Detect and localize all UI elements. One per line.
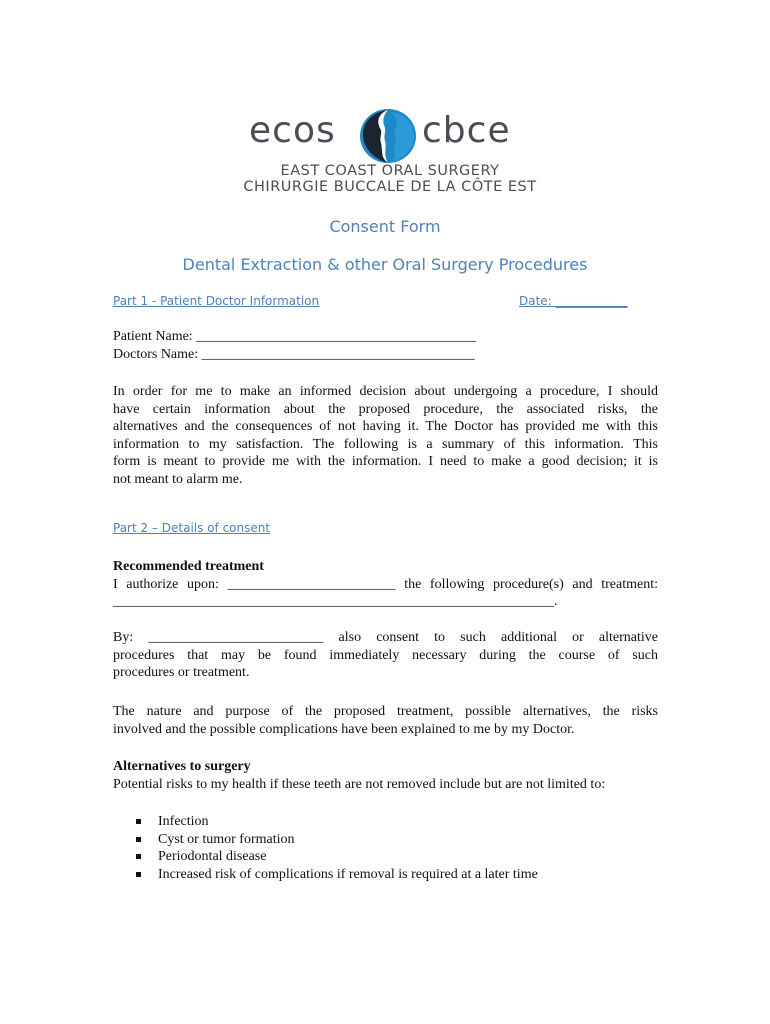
by-field[interactable]: By: _________________________ also consent to such additional or alternative bbox=[113, 630, 658, 645]
recommended-treatment-heading: Recommended treatment bbox=[113, 559, 264, 574]
by-line: procedures or treatment. bbox=[113, 665, 250, 680]
intro-line: have certain information about the proposed procedure, the associated risks, the bbox=[113, 401, 658, 417]
by-paragraph bbox=[113, 629, 658, 682]
nature-line: involved and the possible complications have been explained to me by my Doctor. bbox=[113, 721, 575, 737]
by-line: procedures that may be found immediately necessary during the course of such bbox=[113, 647, 658, 663]
authorize-field[interactable]: I authorize upon: ________________________ the following procedure(s) and treatment: bbox=[113, 576, 658, 592]
intro-line: not meant to alarm me. bbox=[113, 471, 243, 487]
list-item bbox=[113, 813, 538, 831]
square-bullet-icon bbox=[136, 872, 141, 877]
square-bullet-icon bbox=[136, 854, 141, 859]
nature-paragraph bbox=[113, 703, 658, 738]
list-item bbox=[113, 866, 538, 884]
risk-label: Infection bbox=[158, 814, 209, 829]
part2-heading: Part 2 – Details of consent bbox=[113, 521, 271, 535]
list-item bbox=[113, 848, 538, 866]
list-item bbox=[113, 831, 538, 849]
intro-line: form is meant to provide me with the information. I need to make a good decision; it is bbox=[113, 454, 658, 469]
logo-tagline-english: EAST COAST ORAL SURGERY bbox=[280, 163, 500, 179]
risk-label: Periodontal disease bbox=[158, 849, 267, 864]
risks-list bbox=[113, 813, 538, 883]
part1-heading: Part 1 - Patient Doctor Information bbox=[113, 294, 320, 308]
treatment-blank-field[interactable]: _______________________________________________________________. bbox=[113, 594, 558, 609]
clinic-logo bbox=[240, 105, 540, 200]
doctors-name-field[interactable]: Doctors Name: _______________________________________ bbox=[113, 346, 475, 362]
profile-faces-logo-icon bbox=[357, 107, 419, 165]
intro-line: information to my satisfaction. The following is a summary of this information. This bbox=[113, 436, 658, 452]
square-bullet-icon bbox=[136, 837, 141, 842]
form-subtitle: Dental Extraction & other Oral Surgery Procedures bbox=[182, 255, 588, 274]
patient-info-block bbox=[113, 328, 658, 363]
logo-tagline-french: CHIRURGIE BUCCALE DE LA CÔTE EST bbox=[243, 179, 537, 195]
nature-line: The nature and purpose of the proposed treatment, possible alternatives, the risks bbox=[113, 704, 658, 719]
intro-paragraph bbox=[113, 383, 658, 488]
date-field[interactable]: Date: ____________ bbox=[519, 294, 628, 308]
intro-line: alternatives and the consequences of not having it. The Doctor has provided me with this bbox=[113, 419, 658, 434]
risk-label: Increased risk of complications if removal is required at a later time bbox=[158, 866, 538, 882]
alternatives-block bbox=[113, 758, 658, 793]
patient-name-field[interactable]: Patient Name: ________________________________________ bbox=[113, 329, 477, 344]
logo-word-ecos: ecos bbox=[249, 110, 336, 151]
intro-line: In order for me to make an informed decision about undergoing a procedure, I should bbox=[113, 384, 658, 399]
form-title: Consent Form bbox=[329, 217, 441, 236]
alternatives-intro: Potential risks to my health if these teeth are not removed include but are not limited to: bbox=[113, 776, 606, 792]
risk-label: Cyst or tumor formation bbox=[158, 831, 295, 847]
square-bullet-icon bbox=[136, 819, 141, 824]
alternatives-heading: Alternatives to surgery bbox=[113, 759, 251, 774]
logo-word-cbce: cbce bbox=[422, 110, 511, 151]
recommended-treatment-block bbox=[113, 558, 658, 611]
